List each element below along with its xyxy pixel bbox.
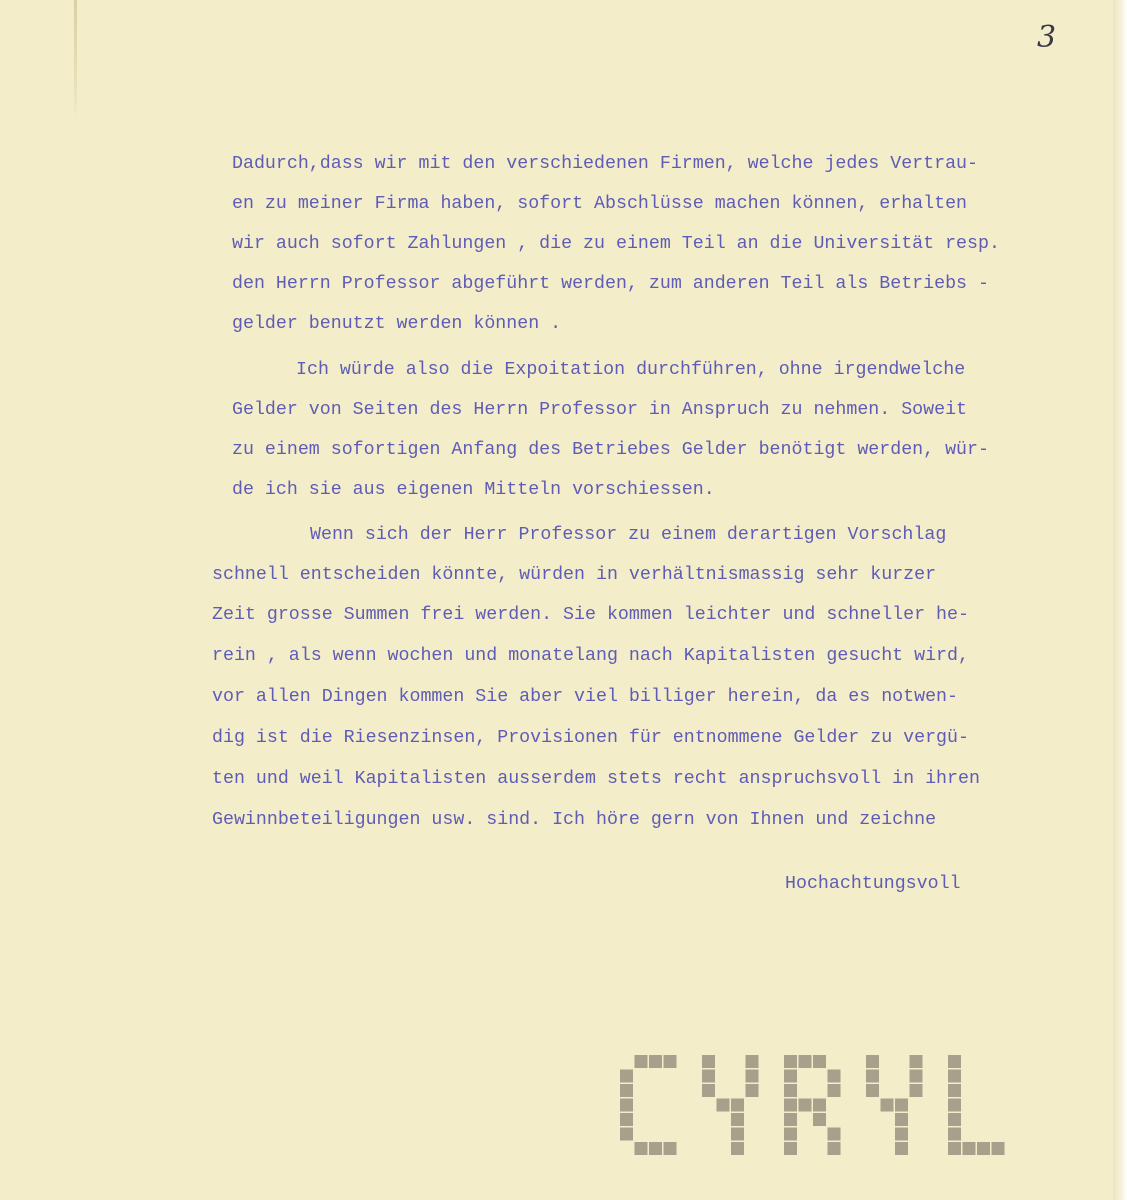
- watermark-block: [784, 1055, 797, 1068]
- watermark-block: [784, 1084, 797, 1097]
- paragraph-2-line-2: Gelder von Seiten des Herrn Professor in Anspruch zu nehmen. Soweit: [232, 400, 968, 420]
- watermark-block: [620, 1128, 633, 1141]
- watermark-block: [813, 1055, 826, 1068]
- watermark-block: [895, 1142, 908, 1155]
- watermark-block: [895, 1113, 908, 1126]
- watermark-block: [948, 1055, 961, 1068]
- watermark-block: [866, 1055, 879, 1068]
- watermark-block: [731, 1113, 744, 1126]
- watermark-block: [910, 1070, 923, 1083]
- watermark-block: [635, 1142, 648, 1155]
- watermark-block: [910, 1084, 923, 1097]
- paragraph-2-line-1: Ich würde also die Expoitation durchführen, ohne irgendwelche: [296, 360, 966, 380]
- paper-fold: [74, 0, 77, 120]
- watermark-block: [948, 1099, 961, 1112]
- paragraph-3-line-7: ten und weil Kapitalisten ausserdem stets recht anspruchsvoll in ihren: [212, 769, 980, 789]
- watermark-block: [799, 1055, 812, 1068]
- watermark-block: [977, 1142, 990, 1155]
- paragraph-1-line-4: den Herrn Professor abgeführt werden, zum anderen Teil als Betriebs -: [232, 274, 989, 294]
- watermark-block: [948, 1113, 961, 1126]
- watermark-block: [992, 1142, 1005, 1155]
- watermark-block: [866, 1084, 879, 1097]
- watermark-block: [784, 1070, 797, 1083]
- watermark-block: [746, 1055, 759, 1068]
- watermark-block: [731, 1142, 744, 1155]
- watermark-block: [746, 1070, 759, 1083]
- cyryl-watermark-logo: [620, 1055, 1040, 1155]
- paragraph-3-line-5: vor allen Dingen kommen Sie aber viel billiger herein, da es notwen-: [212, 687, 958, 707]
- watermark-block: [620, 1099, 633, 1112]
- watermark-block: [635, 1055, 648, 1068]
- watermark-block: [784, 1113, 797, 1126]
- watermark-block: [813, 1113, 826, 1126]
- paper-edge: [1113, 0, 1127, 1200]
- watermark-block: [717, 1099, 730, 1112]
- paragraph-3-line-3: Zeit grosse Summen frei werden. Sie kommen leichter und schneller he-: [212, 605, 969, 625]
- watermark-block: [731, 1099, 744, 1112]
- watermark-block: [784, 1128, 797, 1141]
- watermark-block: [895, 1128, 908, 1141]
- watermark-block: [784, 1142, 797, 1155]
- watermark-block: [948, 1142, 961, 1155]
- watermark-block: [948, 1128, 961, 1141]
- watermark-block: [948, 1070, 961, 1083]
- watermark-block: [866, 1070, 879, 1083]
- watermark-block: [881, 1099, 894, 1112]
- watermark-block: [963, 1142, 976, 1155]
- watermark-block: [664, 1142, 677, 1155]
- watermark-block: [649, 1142, 662, 1155]
- paragraph-3-line-2: schnell entscheiden könnte, würden in verhältnismassig sehr kurzer: [212, 565, 937, 585]
- watermark-block: [702, 1055, 715, 1068]
- watermark-block: [828, 1070, 841, 1083]
- watermark-block: [620, 1113, 633, 1126]
- watermark-block: [731, 1128, 744, 1141]
- paragraph-1-line-1: Dadurch,dass wir mit den verschiedenen Firmen, welche jedes Vertrau-: [232, 154, 978, 174]
- paragraph-1-line-3: wir auch sofort Zahlungen , die zu einem Teil an die Universität resp.: [232, 234, 1000, 254]
- watermark-block: [948, 1084, 961, 1097]
- watermark-block: [910, 1055, 923, 1068]
- watermark-block: [702, 1070, 715, 1083]
- paragraph-3-line-8: Gewinnbeteiligungen usw. sind. Ich höre gern von Ihnen und zeichne: [212, 810, 937, 830]
- watermark-block: [784, 1099, 797, 1112]
- watermark-block: [895, 1099, 908, 1112]
- page-number: 3: [1037, 20, 1057, 55]
- watermark-block: [620, 1070, 633, 1083]
- watermark-block: [828, 1084, 841, 1097]
- paragraph-1-line-5: gelder benutzt werden können .: [232, 314, 562, 334]
- watermark-block: [813, 1099, 826, 1112]
- closing-salutation: Hochachtungsvoll: [785, 874, 961, 894]
- paragraph-1-line-2: en zu meiner Firma haben, sofort Abschlüsse machen können, erhalten: [232, 194, 968, 214]
- watermark-block: [620, 1084, 633, 1097]
- watermark-block: [649, 1055, 662, 1068]
- paragraph-2-line-4: de ich sie aus eigenen Mitteln vorschiessen.: [232, 480, 715, 500]
- watermark-block: [828, 1128, 841, 1141]
- paragraph-3-line-6: dig ist die Riesenzinsen, Provisionen für entnommene Gelder zu vergü-: [212, 728, 969, 748]
- paragraph-3-line-4: rein , als wenn wochen und monatelang nach Kapitalisten gesucht wird,: [212, 646, 969, 666]
- paragraph-2-line-3: zu einem sofortigen Anfang des Betriebes Gelder benötigt werden, wür-: [232, 440, 989, 460]
- watermark-block: [702, 1084, 715, 1097]
- watermark-block: [664, 1055, 677, 1068]
- paragraph-3-line-1: Wenn sich der Herr Professor zu einem derartigen Vorschlag: [310, 525, 947, 545]
- watermark-block: [828, 1142, 841, 1155]
- watermark-block: [799, 1099, 812, 1112]
- watermark-block: [746, 1084, 759, 1097]
